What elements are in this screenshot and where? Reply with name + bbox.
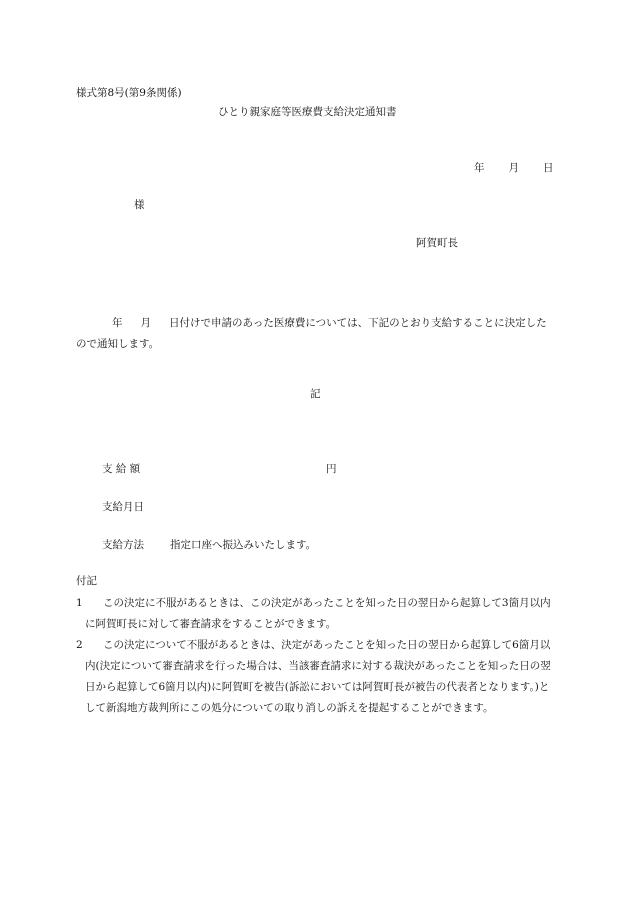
body-month: 月 [140,317,151,329]
payment-method-label: 支給方法 [102,539,144,551]
body-text: 日付けで申請のあった医療費については、下記のとおり支給することに決定したので通知します。 [76,317,547,350]
date-line [474,163,554,174]
note-text: この決定について不服があるときは、決定があったことを知った日の翌日から起算して6箇月以内(決定について審査請求を行った場合は、当該審査請求に対する裁決があったことを知った日の翌日から起算して6箇月以内)に阿賀町を被告(訴訟においては阿賀町長が被告の代表者となります。)として新潟地方裁判所にこの処分についての取り消しの訴えを提起することができます。 [85,639,551,714]
body-paragraph [76,313,550,355]
supplement-heading: 付記 [76,575,97,587]
ki-heading: 記 [310,388,321,400]
note-item [76,635,556,719]
amount-label: 支 給 額 [102,463,141,475]
body-year: 年 [112,317,123,329]
payment-method-row [102,540,316,551]
supplement-notes [76,593,556,719]
payment-date-row [102,502,170,513]
note-number: 1 [76,597,83,609]
form-number: 様式第8号(第9条関係) [76,87,182,99]
amount-row [102,463,337,475]
date-year: 年 [474,162,485,174]
note-text: この決定に不服があるときは、この決定があったことを知った日の翌日から起算して3箇月以内に阿賀町長に対して審査請求をすることができます。 [85,597,551,630]
note-number: 2 [76,639,83,651]
addressee-suffix: 様 [134,199,145,211]
date-month: 月 [508,162,519,174]
date-day: 日 [543,162,554,174]
note-item [76,593,556,635]
amount-unit: 円 [326,463,337,475]
payment-method-value: 指定口座へ振込みいたします。 [170,539,317,551]
issuer: 阿賀町長 [416,237,458,249]
payment-date-label: 支給月日 [102,501,144,513]
document-title: ひとり親家庭等医療費支給決定通知書 [218,106,397,118]
